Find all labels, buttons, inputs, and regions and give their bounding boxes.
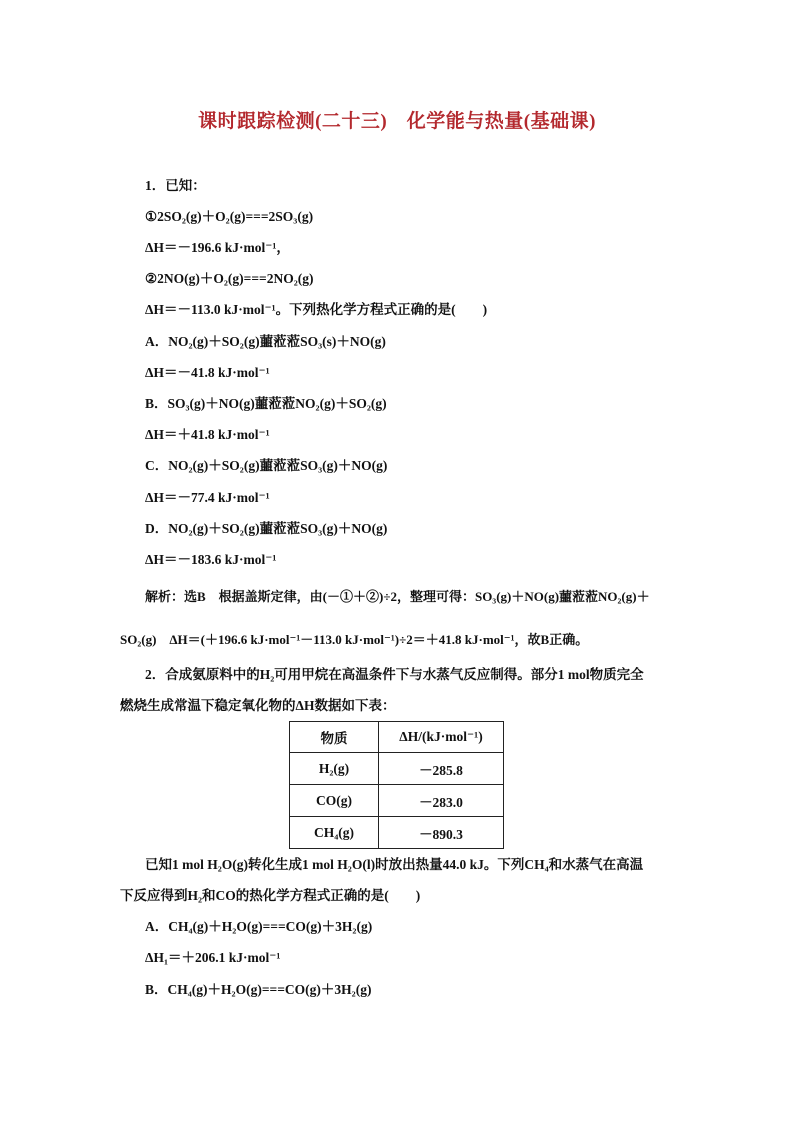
q2-option-a-enthalpy: ΔH₁＝＋206.1 kJ·mol⁻¹: [145, 950, 281, 965]
enthalpy-table: [289, 721, 504, 849]
page-title: 课时跟踪检测(二十三) 化学能与热量(基础课): [198, 111, 596, 132]
question-2-line-1: 2．合成氨原料中的H₂可用甲烷在高温条件下与水蒸气反应制得。部分1 mol物质完全: [145, 667, 644, 682]
q2-option-a: A．CH₄(g)＋H₂O(g)===CO(g)＋3H₂(g): [145, 919, 373, 934]
enthalpy-1: ΔH＝－196.6 kJ·mol⁻¹，: [145, 240, 290, 255]
table-cell: －285.8: [379, 753, 504, 785]
table-row: [290, 817, 504, 849]
table-header: ΔH/(kJ·mol⁻¹): [379, 722, 504, 753]
table-row: [290, 753, 504, 785]
table-row: [290, 785, 504, 817]
option-b: B．SO₃(g)＋NO(g)蘁蒞蒞NO₂(g)＋SO₂(g): [145, 396, 387, 411]
question-1-intro: 1．已知：: [145, 178, 206, 193]
question-2-line-4: 下反应得到H₂和CO的热化学方程式正确的是( ): [120, 888, 421, 903]
analysis-line-1: 解析：选B 根据盖斯定律，由(－①＋②)÷2，整理可得：SO₃(g)＋NO(g)蘁蒞蒞NO₂(g)＋: [145, 589, 650, 604]
option-c-enthalpy: ΔH＝－77.4 kJ·mol⁻¹: [145, 490, 270, 505]
table-header: 物质: [290, 722, 379, 753]
option-d-enthalpy: ΔH＝－183.6 kJ·mol⁻¹: [145, 552, 277, 567]
analysis-line-2: SO₂(g) ΔH＝(＋196.6 kJ·mol⁻¹－113.0 kJ·mol⁻¹)÷2＝＋41.8 kJ·mol⁻¹，故B正确。: [120, 632, 589, 647]
enthalpy-2: ΔH＝－113.0 kJ·mol⁻¹。下列热化学方程式正确的是( ): [145, 302, 488, 317]
option-b-enthalpy: ΔH＝＋41.8 kJ·mol⁻¹: [145, 427, 270, 442]
question-2-line-3: 已知1 mol H₂O(g)转化生成1 mol H₂O(l)时放出热量44.0 kJ。下列CH₄和水蒸气在高温: [145, 857, 644, 872]
equation-2: ②2NO(g)＋O₂(g)===2NO₂(g): [145, 271, 314, 286]
option-d: D．NO₂(g)＋SO₂(g)蘁蒞蒞SO₃(g)＋NO(g): [145, 521, 388, 536]
table-cell: CH₄(g): [290, 817, 379, 849]
table-cell: －283.0: [379, 785, 504, 817]
table-header-row: [290, 722, 504, 753]
option-a: A．NO₂(g)＋SO₂(g)蘁蒞蒞SO₃(s)＋NO(g): [145, 334, 386, 349]
question-2-line-2: 燃烧生成常温下稳定氧化物的ΔH数据如下表：: [120, 698, 396, 713]
table-cell: －890.3: [379, 817, 504, 849]
option-a-enthalpy: ΔH＝－41.8 kJ·mol⁻¹: [145, 365, 270, 380]
q2-option-b: B．CH₄(g)＋H₂O(g)===CO(g)＋3H₂(g): [145, 982, 372, 997]
table-cell: H₂(g): [290, 753, 379, 785]
table-cell: CO(g): [290, 785, 379, 817]
option-c: C．NO₂(g)＋SO₂(g)蘁蒞蒞SO₃(g)＋NO(g): [145, 458, 388, 473]
equation-1: ①2SO₂(g)＋O₂(g)===2SO₃(g): [145, 209, 314, 224]
